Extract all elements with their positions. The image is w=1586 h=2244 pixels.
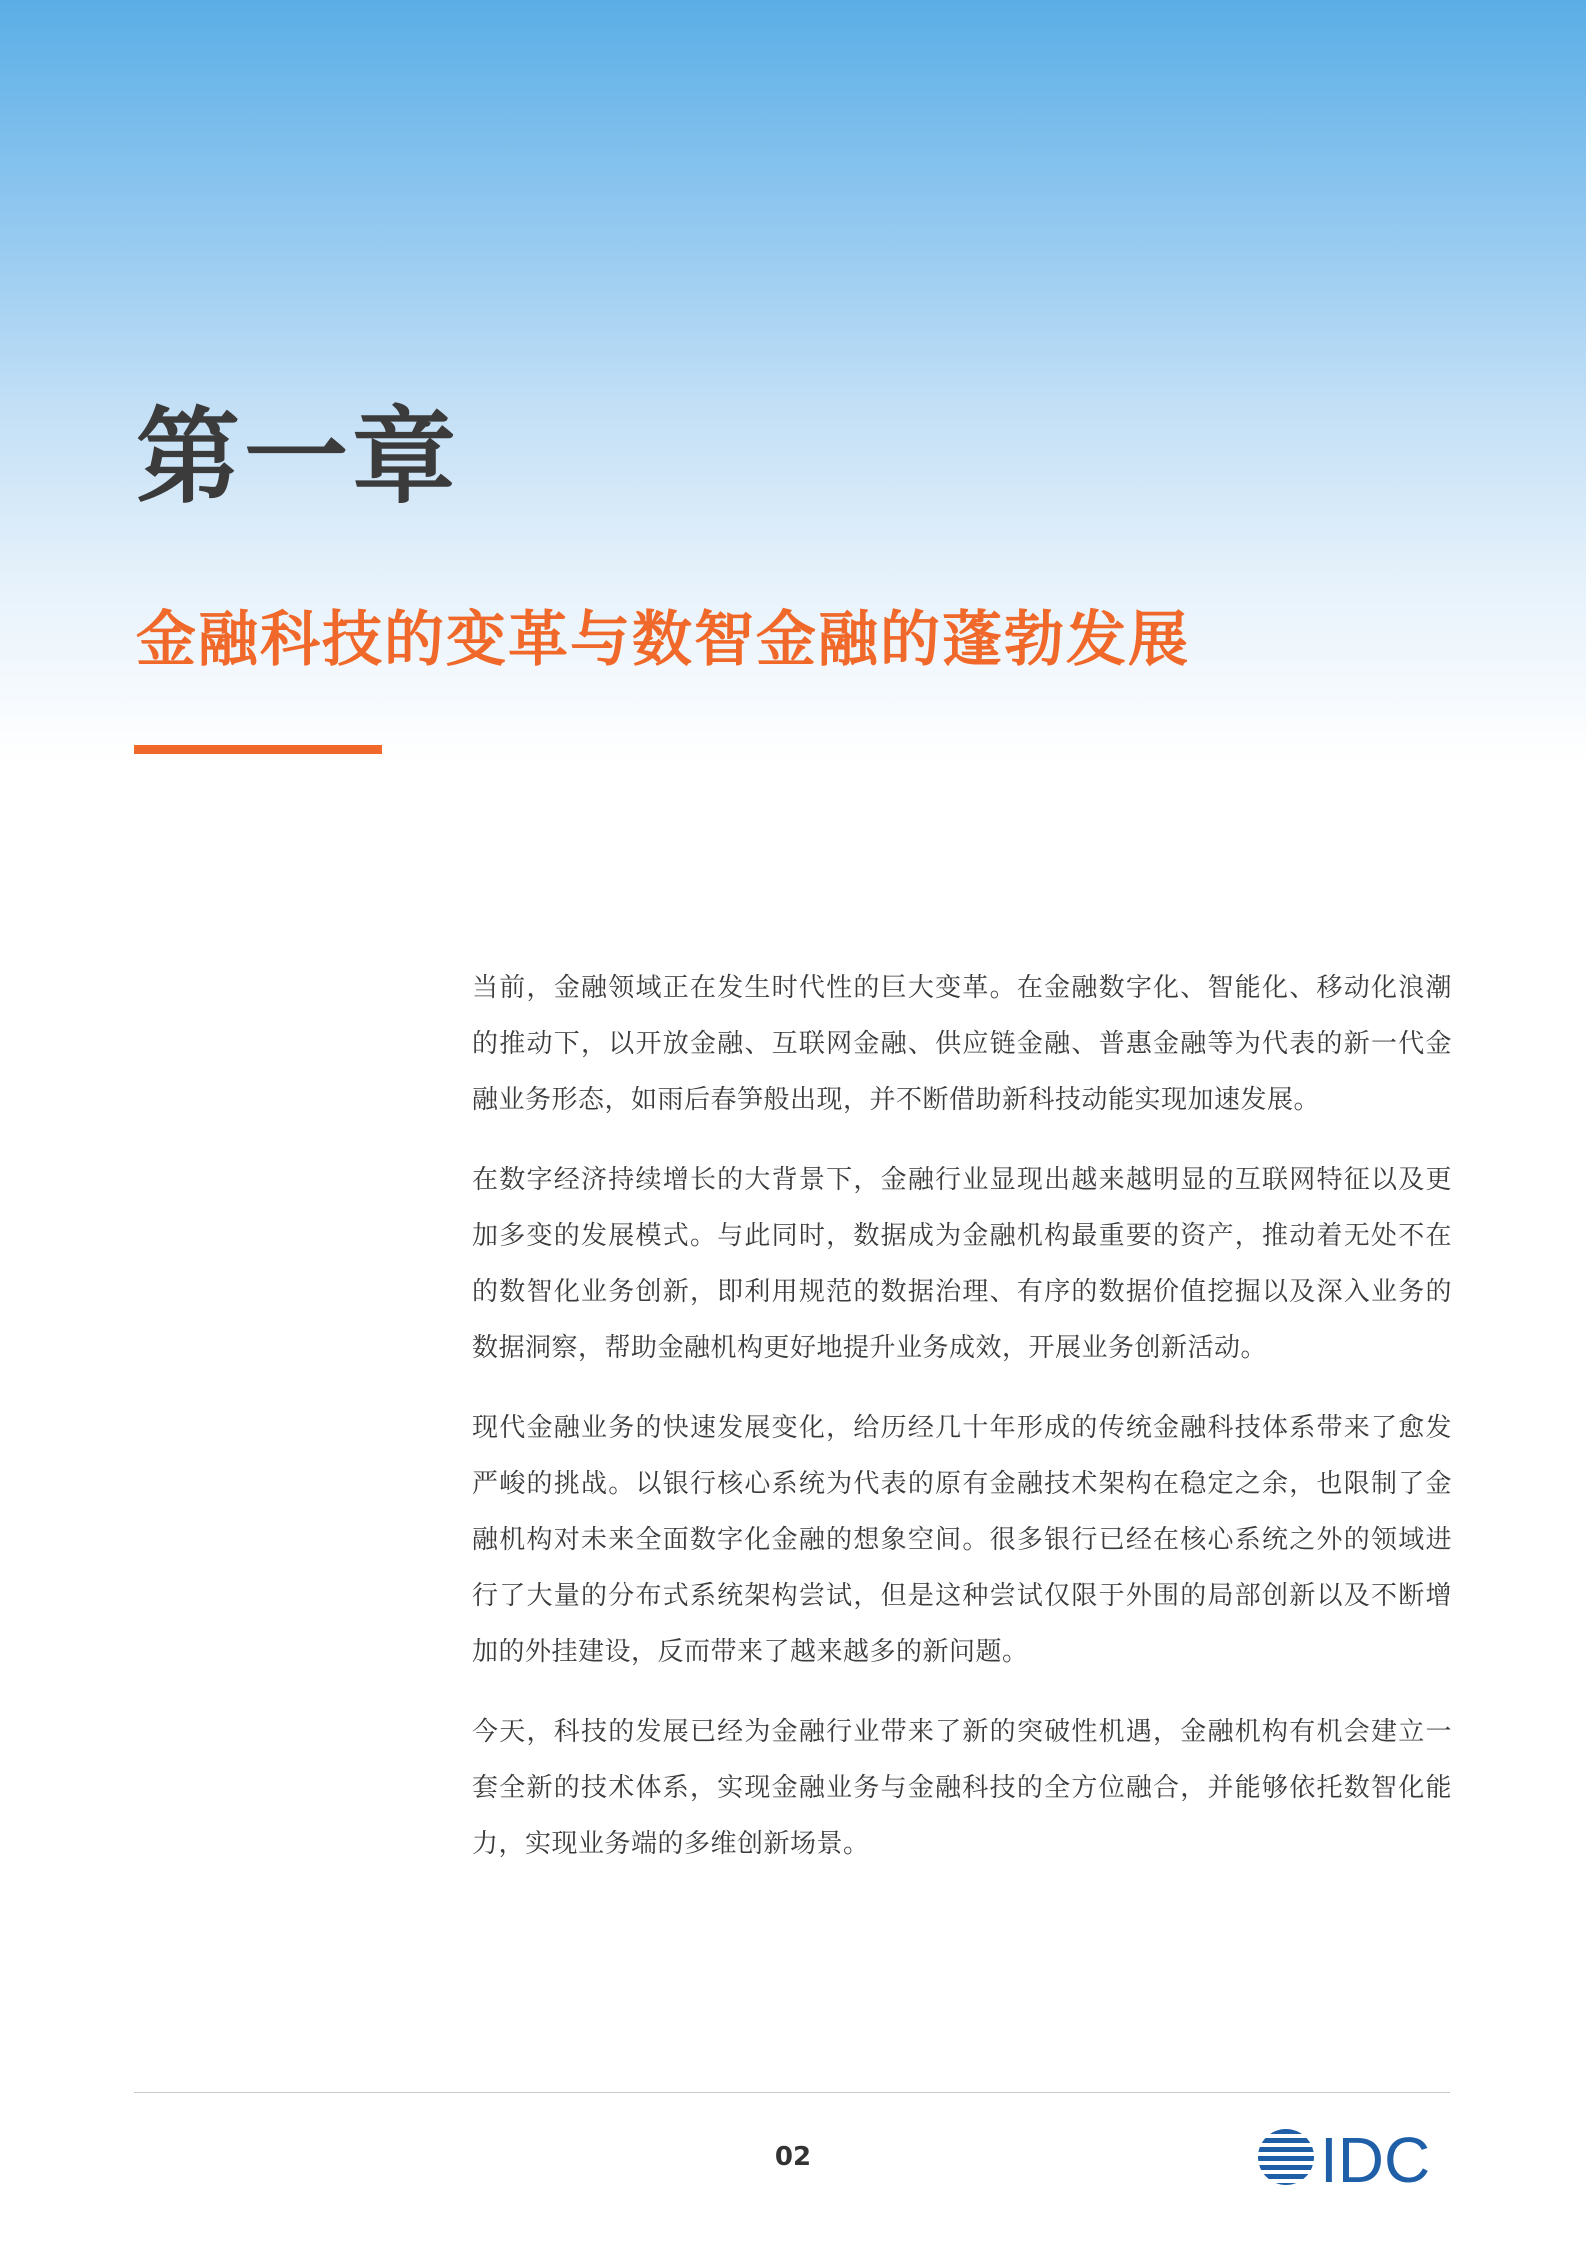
chapter-title: 金融科技的变革与数智金融的蓬勃发展 [136,605,1190,675]
body-paragraph: 今天，科技的发展已经为金融行业带来了新的突破性机遇，金融机构有机会建立一套全新的技术体系，实现金融业务与金融科技的全方位融合，并能够依托数智化能力，实现业务端的多维创新场景。 [472,1717,1452,1859]
title-underline [134,745,382,754]
idc-logo [1252,2122,1452,2192]
footer-divider [134,2092,1450,2093]
logo-wordmark: IDC [1320,2124,1431,2192]
body-paragraph: 当前，金融领域正在发生时代性的巨大变革。在金融数字化、智能化、移动化浪潮的推动下，以开放金融、互联网金融、供应链金融、普惠金融等为代表的新一代金融业务形态，如雨后春笋般出现，并不断借助新科技动能实现加速发展。 [472,973,1452,1115]
chapter-label: 第一章 [136,396,461,518]
body-paragraph: 现代金融业务的快速发展变化，给历经几十年形成的传统金融科技体系带来了愈发严峻的挑战。以银行核心系统为代表的原有金融技术架构在稳定之余，也限制了金融机构对未来全面数字化金融的想象空间。很多银行已经在核心系统之外的领域进行了大量的分布式系统架构尝试，但是这种尝试仅限于外围的局部创新以及不断增加的外挂建设，反而带来了越来越多的新问题。 [472,1413,1452,1667]
page-number: 02 [774,2142,812,2172]
hero-fade [0,700,1586,900]
globe-icon [1254,2129,1318,2188]
body-text [472,960,1452,1896]
body-paragraph: 在数字经济持续增长的大背景下，金融行业显现出越来越明显的互联网特征以及更加多变的发展模式。与此同时，数据成为金融机构最重要的资产，推动着无处不在的数智化业务创新，即利用规范的数据治理、有序的数据价值挖掘以及深入业务的数据洞察，帮助金融机构更好地提升业务成效，开展业务创新活动。 [472,1165,1452,1363]
